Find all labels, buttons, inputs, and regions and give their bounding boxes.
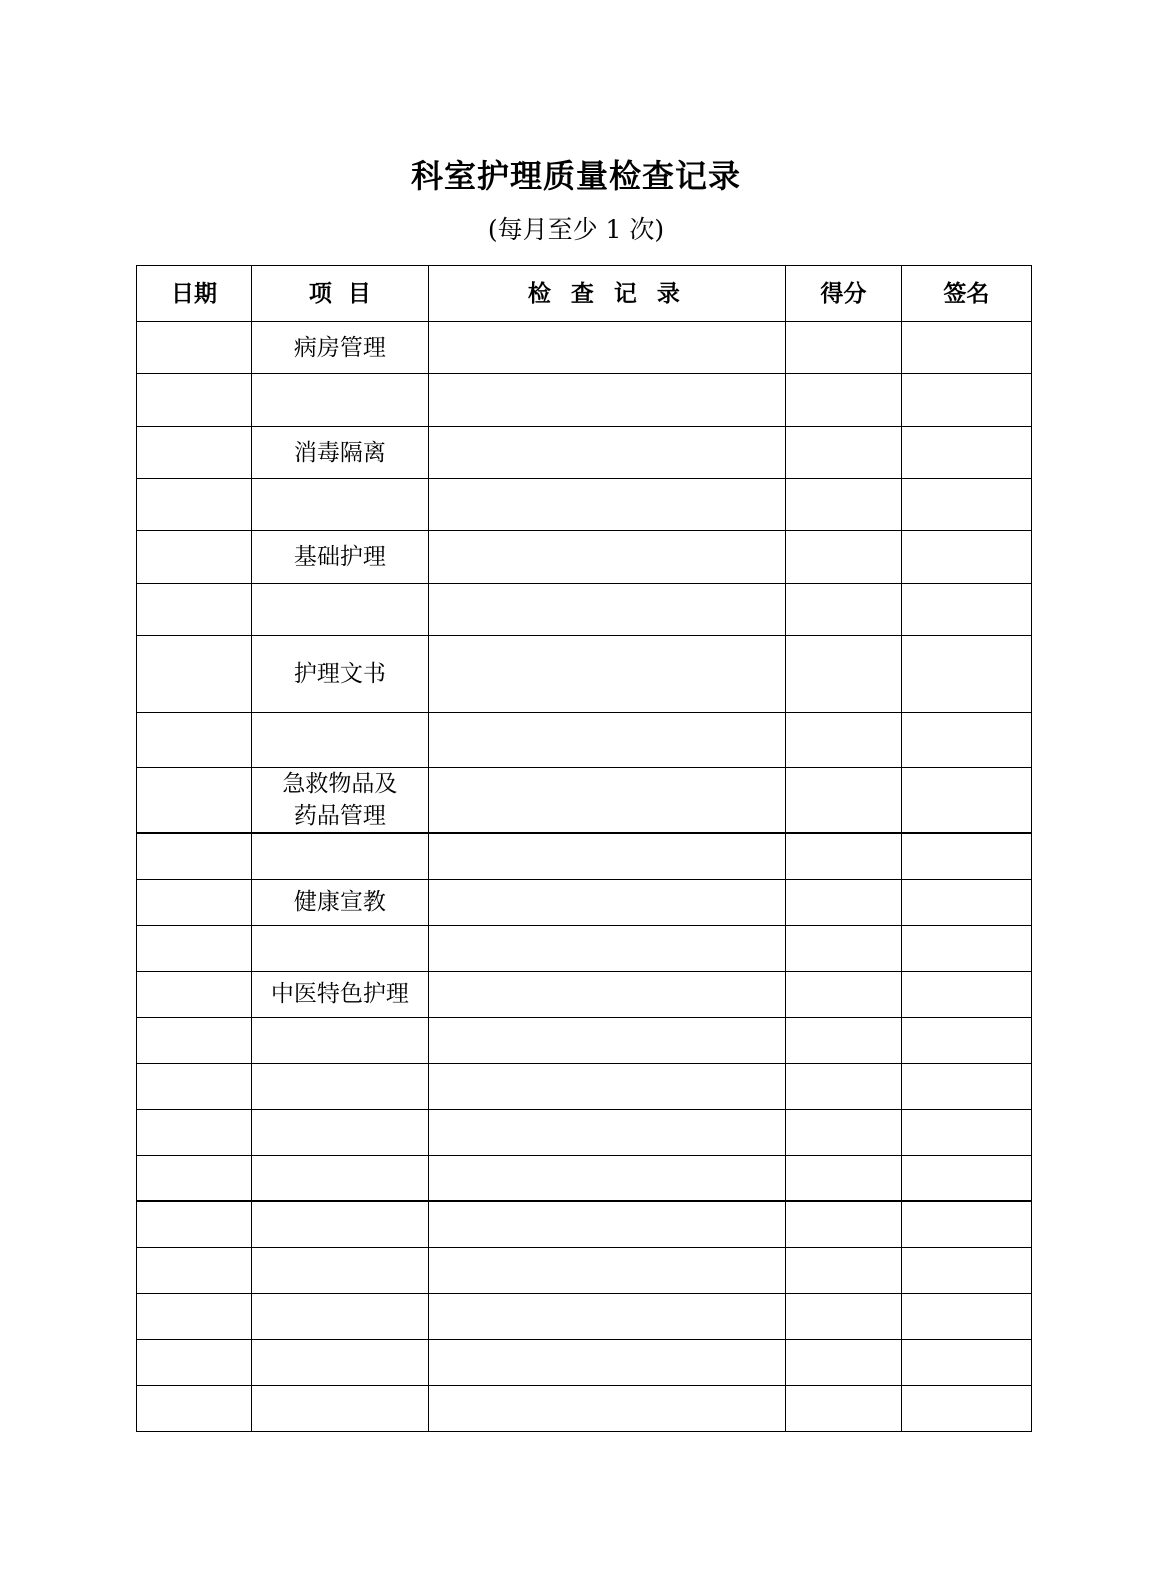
signature-cell bbox=[901, 833, 1031, 879]
item-label: 基础护理 bbox=[293, 544, 386, 570]
table-row bbox=[137, 971, 1032, 1017]
item-cell bbox=[251, 1063, 428, 1109]
signature-cell bbox=[901, 584, 1031, 636]
signature-cell bbox=[901, 374, 1031, 427]
signature-cell bbox=[901, 1063, 1031, 1109]
score-cell bbox=[785, 1063, 901, 1109]
signature-cell bbox=[901, 1109, 1031, 1155]
score-cell bbox=[785, 531, 901, 584]
table-row bbox=[137, 1155, 1032, 1201]
signature-cell bbox=[901, 1385, 1031, 1431]
table-row bbox=[137, 584, 1032, 636]
header-signature: 签名 bbox=[901, 266, 1031, 322]
date-cell bbox=[137, 1109, 252, 1155]
signature-cell bbox=[901, 531, 1031, 584]
date-cell bbox=[137, 427, 252, 479]
score-cell bbox=[785, 1339, 901, 1385]
table-row bbox=[137, 427, 1032, 479]
signature-cell bbox=[901, 713, 1031, 768]
signature-cell bbox=[901, 479, 1031, 531]
inspection-record-table bbox=[136, 265, 1032, 1432]
item-cell bbox=[251, 925, 428, 971]
table-row bbox=[137, 925, 1032, 971]
signature-cell bbox=[901, 1201, 1031, 1247]
table-row bbox=[137, 1201, 1032, 1247]
record-cell bbox=[428, 374, 785, 427]
item-cell bbox=[251, 531, 428, 584]
table-row bbox=[137, 1293, 1032, 1339]
score-cell bbox=[785, 584, 901, 636]
score-cell bbox=[785, 879, 901, 925]
signature-cell bbox=[901, 1247, 1031, 1293]
item-cell bbox=[251, 768, 428, 834]
date-cell bbox=[137, 1247, 252, 1293]
signature-cell bbox=[901, 427, 1031, 479]
item-label: 病房管理 bbox=[293, 334, 386, 361]
item-label: 健康宣教 bbox=[293, 889, 386, 915]
item-cell bbox=[251, 427, 428, 479]
record-cell bbox=[428, 1155, 785, 1201]
table-row bbox=[137, 531, 1032, 584]
item-cell bbox=[251, 584, 428, 636]
signature-cell bbox=[901, 322, 1031, 374]
item-cell bbox=[251, 1155, 428, 1201]
score-cell bbox=[785, 833, 901, 879]
signature-cell bbox=[901, 1155, 1031, 1201]
record-cell bbox=[428, 322, 785, 374]
header-score: 得分 bbox=[785, 266, 901, 322]
item-cell bbox=[251, 1109, 428, 1155]
item-label: 急救物品及 药品管理 bbox=[282, 771, 398, 829]
item-cell bbox=[251, 833, 428, 879]
date-cell bbox=[137, 833, 252, 879]
header-date: 日期 bbox=[137, 266, 252, 322]
item-cell bbox=[251, 1339, 428, 1385]
date-cell bbox=[137, 584, 252, 636]
record-cell bbox=[428, 833, 785, 879]
record-cell bbox=[428, 1109, 785, 1155]
item-label: 消毒隔离 bbox=[293, 439, 386, 466]
table-row bbox=[137, 1339, 1032, 1385]
record-cell bbox=[428, 971, 785, 1017]
signature-cell bbox=[901, 971, 1031, 1017]
record-cell bbox=[428, 768, 785, 834]
item-cell bbox=[251, 374, 428, 427]
date-cell bbox=[137, 879, 252, 925]
item-cell bbox=[251, 479, 428, 531]
record-cell bbox=[428, 1063, 785, 1109]
item-cell bbox=[251, 1293, 428, 1339]
score-cell bbox=[785, 427, 901, 479]
date-cell bbox=[137, 636, 252, 713]
record-cell bbox=[428, 1385, 785, 1431]
item-cell bbox=[251, 636, 428, 713]
header-record: 检 查 记 录 bbox=[428, 266, 785, 322]
record-cell bbox=[428, 584, 785, 636]
date-cell bbox=[137, 925, 252, 971]
table-row bbox=[137, 1247, 1032, 1293]
score-cell bbox=[785, 1017, 901, 1063]
item-cell bbox=[251, 1201, 428, 1247]
score-cell bbox=[785, 1201, 901, 1247]
score-cell bbox=[785, 925, 901, 971]
score-cell bbox=[785, 322, 901, 374]
date-cell bbox=[137, 322, 252, 374]
document-title: 科室护理质量检查记录 bbox=[410, 157, 741, 195]
header-item: 项 目 bbox=[251, 266, 428, 322]
signature-cell bbox=[901, 879, 1031, 925]
table-body bbox=[137, 322, 1032, 1432]
table-row bbox=[137, 1385, 1032, 1431]
signature-cell bbox=[901, 1293, 1031, 1339]
record-cell bbox=[428, 925, 785, 971]
table-row bbox=[137, 374, 1032, 427]
record-cell bbox=[428, 1017, 785, 1063]
table-row bbox=[137, 713, 1032, 768]
score-cell bbox=[785, 1293, 901, 1339]
signature-cell bbox=[901, 925, 1031, 971]
date-cell bbox=[137, 479, 252, 531]
item-cell bbox=[251, 1017, 428, 1063]
score-cell bbox=[785, 1155, 901, 1201]
record-cell bbox=[428, 479, 785, 531]
table-row bbox=[137, 322, 1032, 374]
date-cell bbox=[137, 374, 252, 427]
score-cell bbox=[785, 636, 901, 713]
table-row bbox=[137, 1017, 1032, 1063]
score-cell bbox=[785, 971, 901, 1017]
table-row bbox=[137, 1063, 1032, 1109]
date-cell bbox=[137, 713, 252, 768]
table-row bbox=[137, 479, 1032, 531]
date-cell bbox=[137, 1017, 252, 1063]
item-cell bbox=[251, 879, 428, 925]
date-cell bbox=[137, 1155, 252, 1201]
score-cell bbox=[785, 374, 901, 427]
score-cell bbox=[785, 713, 901, 768]
signature-cell bbox=[901, 1017, 1031, 1063]
date-cell bbox=[137, 1201, 252, 1247]
score-cell bbox=[785, 1247, 901, 1293]
record-cell bbox=[428, 1247, 785, 1293]
header-row bbox=[137, 266, 1032, 322]
score-cell bbox=[785, 768, 901, 834]
date-cell bbox=[137, 1339, 252, 1385]
date-cell bbox=[137, 768, 252, 834]
date-cell bbox=[137, 531, 252, 584]
score-cell bbox=[785, 479, 901, 531]
date-cell bbox=[137, 1385, 252, 1431]
table-row bbox=[137, 636, 1032, 713]
record-cell bbox=[428, 1339, 785, 1385]
date-cell bbox=[137, 1293, 252, 1339]
date-cell bbox=[137, 1063, 252, 1109]
item-label: 中医特色护理 bbox=[270, 981, 409, 1007]
record-cell bbox=[428, 713, 785, 768]
signature-cell bbox=[901, 636, 1031, 713]
record-cell bbox=[428, 636, 785, 713]
signature-cell bbox=[901, 1339, 1031, 1385]
record-cell bbox=[428, 1293, 785, 1339]
table-row bbox=[137, 768, 1032, 834]
item-cell bbox=[251, 713, 428, 768]
record-cell bbox=[428, 1201, 785, 1247]
record-cell bbox=[428, 531, 785, 584]
document-subtitle: (每月至少 1 次) bbox=[487, 215, 665, 244]
signature-cell bbox=[901, 768, 1031, 834]
table-row bbox=[137, 1109, 1032, 1155]
item-cell bbox=[251, 322, 428, 374]
table-row bbox=[137, 833, 1032, 879]
item-cell bbox=[251, 1247, 428, 1293]
record-cell bbox=[428, 427, 785, 479]
score-cell bbox=[785, 1385, 901, 1431]
table-row bbox=[137, 879, 1032, 925]
date-cell bbox=[137, 971, 252, 1017]
score-cell bbox=[785, 1109, 901, 1155]
record-cell bbox=[428, 879, 785, 925]
item-label: 护理文书 bbox=[293, 661, 386, 687]
item-cell bbox=[251, 971, 428, 1017]
item-cell bbox=[251, 1385, 428, 1431]
